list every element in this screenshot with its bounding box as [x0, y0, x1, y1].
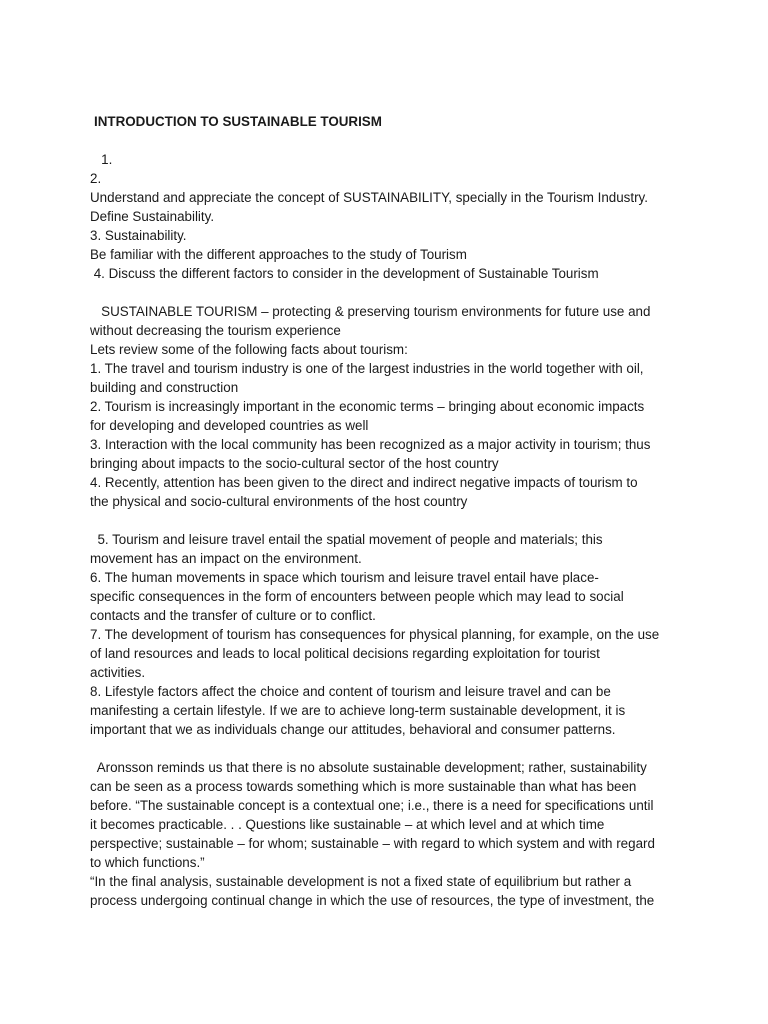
tourism-consequences: [90, 530, 690, 739]
paragraph-line: can be seen as a process towards something which is more sustainable than what has been: [90, 779, 637, 794]
objective-line: 3. Sustainability.: [90, 228, 187, 243]
sustainable-tourism-facts: [90, 302, 690, 511]
paragraph-line: without decreasing the tourism experience: [90, 323, 341, 338]
paragraph-line: movement has an impact on the environment.: [90, 551, 362, 566]
paragraph-line: process undergoing continual change in which the use of resources, the type of investment, the: [90, 893, 655, 908]
paragraph-line: specific consequences in the form of encounters between people which may lead to social: [90, 589, 624, 604]
paragraph-line: SUSTAINABLE TOURISM – protecting & preserving tourism environments for future use and: [90, 304, 651, 319]
paragraph-line: 2. Tourism is increasingly important in the economic terms – bringing about economic impacts: [90, 399, 645, 414]
spacer: [90, 739, 690, 758]
paragraph-line: the physical and socio-cultural environments of the host country: [90, 494, 468, 509]
paragraph-line: to which functions.”: [90, 855, 205, 870]
objective-line: 4. Discuss the different factors to consider in the development of Sustainable Tourism: [90, 266, 599, 281]
paragraph-line: perspective; sustainable – for whom; sustainable – with regard to which system and with regard: [90, 836, 655, 851]
paragraph-line: it becomes practicable. . . Questions like sustainable – at which level and at which time: [90, 817, 605, 832]
spacer: [90, 283, 690, 302]
objective-line: Understand and appreciate the concept of SUSTAINABILITY, specially in the Tourism Industry.: [90, 190, 648, 205]
paragraph-line: 3. Interaction with the local community has been recognized as a major activity in tourism; thus: [90, 437, 651, 452]
paragraph-line: Aronsson reminds us that there is no absolute sustainable development; rather, sustainability: [90, 760, 647, 775]
objectives-block: [90, 150, 690, 283]
paragraph-line: before. “The sustainable concept is a contextual one; i.e., there is a need for specifications until: [90, 798, 654, 813]
paragraph-line: building and construction: [90, 380, 239, 395]
paragraph-line: 6. The human movements in space which tourism and leisure travel entail have place-: [90, 570, 599, 585]
paragraph-line: 8. Lifestyle factors affect the choice and content of tourism and leisure travel and can be: [90, 684, 611, 699]
objective-line: Be familiar with the different approaches to the study of Tourism: [90, 247, 467, 262]
paragraph-line: activities.: [90, 665, 146, 680]
paragraph-line: of land resources and leads to local political decisions regarding exploitation for tourist: [90, 646, 600, 661]
paragraph-line: Lets review some of the following facts about tourism:: [90, 342, 408, 357]
spacer: [90, 511, 690, 530]
paragraph-line: manifesting a certain lifestyle. If we are to achieve long-term sustainable development, it is: [90, 703, 626, 718]
paragraph-line: for developing and developed countries as well: [90, 418, 369, 433]
objective-line: Define Sustainability.: [90, 209, 215, 224]
paragraph-line: 4. Recently, attention has been given to the direct and indirect negative impacts of tourism to: [90, 475, 638, 490]
objective-line: 1.: [90, 152, 113, 167]
paragraph-line: 7. The development of tourism has consequences for physical planning, for example, on the use: [90, 627, 660, 642]
paragraph-line: contacts and the transfer of culture or to conflict.: [90, 608, 376, 623]
spacer: [90, 131, 690, 150]
paragraph-line: 1. The travel and tourism industry is one of the largest industries in the world together with oil,: [90, 361, 644, 376]
paragraph-line: 5. Tourism and leisure travel entail the spatial movement of people and materials; this: [90, 532, 603, 547]
paragraph-line: bringing about impacts to the socio-cultural sector of the host country: [90, 456, 499, 471]
objective-line: 2.: [90, 171, 102, 186]
document-title: INTRODUCTION TO SUSTAINABLE TOURISM: [94, 114, 382, 129]
document-body: [90, 112, 690, 910]
paragraph-line: “In the final analysis, sustainable development is not a fixed state of equilibrium but rather a: [90, 874, 632, 889]
paragraph-line: important that we as individuals change our attitudes, behavioral and consumer patterns.: [90, 722, 616, 737]
aronsson-quote: [90, 758, 690, 910]
